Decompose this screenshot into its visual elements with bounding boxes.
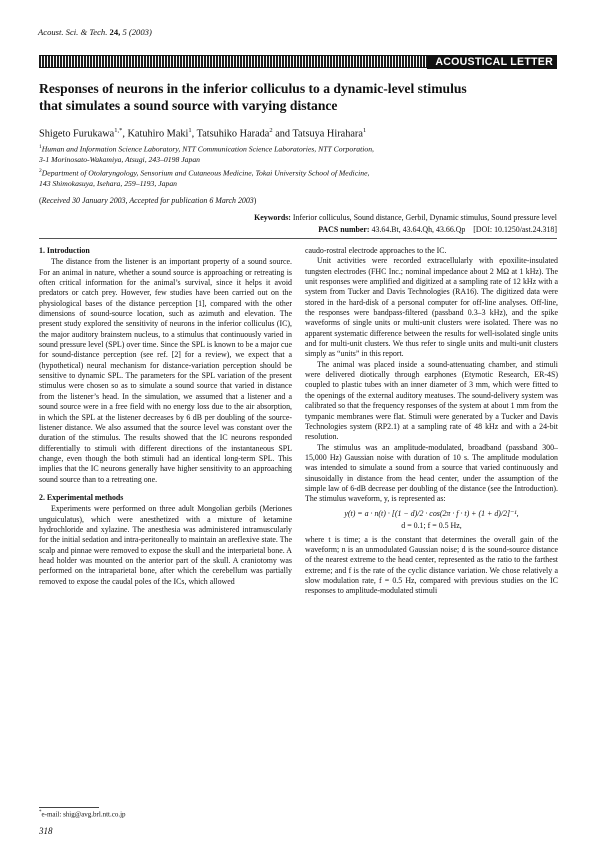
methods-paragraph-4: The stimulus was an amplitude-modulated, broadband (passband 300–15,000 Hz) Gaussian noise with duration of 10 s. The amplitude modulation was intended to simulate a sound from a source that varied continuously and sinusoidally in distance from the head center, under the assumption of the simple law of 6-dB decrease per doubling of the distance (see the Introduction). The stimulus waveform, y, is represented as:	[305, 442, 558, 504]
journal-issue: 5 (2003)	[122, 27, 152, 37]
intro-paragraph: The distance from the listener is an important property of a sound source. For an animal in nature, whether a sound source is approaching or retreating is often critical information for the animal’s survival, since it helps it avoid predators or catch prey. However, few studies have been carried out on the physiological bases of the distance perception [1], compared with the other dimensions of sound-source location, such as azimuth and elevation. The present study explored the sensitivity of neurons in the inferior colliculus (IC), the major auditory brainstem nucleus, to a stimulus that continuously varied in sound pressure level (SPL) over time. Since the SPL is known to be a major cue for sound-distance perception (see ref. [2] for a review), we expect that a (hypothetical) neural mechanism for distance-variation perception should be sensitive to dynamic SPL. The parameters for the SPL variation of the present stimulus were chosen so as to simulate a sound source that varied in distance from the listener’s head. In the simulation, we assumed that a listener and a sound source were in a free field with no energy loss due to the air absorption, in which the SPL at the listener decreases by 6 dB per doubling of the source-listener distance. We also assumed that the source level was constant over the duration of the stimulus. The results showed that the IC neurons responded differentially to stimuli with different directions of the instantaneous SPL change, even though the both stimuli had an identical long-term SPL. This implies that the IC neurons generally have higher sensitivity to an approaching sound source than to a retreating one.	[39, 257, 292, 484]
affiliation-2	[39, 166, 559, 189]
journal-name: Acoust. Sci. & Tech.	[38, 27, 108, 37]
banner-label: ACOUSTICAL LETTER	[427, 55, 557, 69]
author-3-sup: 2	[269, 127, 273, 134]
keywords-label: Keywords:	[254, 213, 291, 222]
received-close: )	[253, 196, 257, 205]
methods-paragraph-3: The animal was placed inside a sound-attenuating chamber, and stimuli were delivered diotically through earphones (Etymotic Research, ER-4S) coupled to plastic tubes with an inner diameter of 3 mm, which were fitted to the openings of the external auditory meatuses. The sound-delivery system was calibrated so that the frequency responses of the system at about 1 mm from the tympanic membranes were flat. Stimuli were generated by a Tucker and Davis Technologies system (RP2.1) at a sampling rate of 48 kHz and with a 24-bit resolution.	[305, 359, 558, 442]
pacs-text: 43.64.Bt, 43.64.Qh, 43.66.Qp	[371, 225, 466, 234]
author-4: and Tatsuya Hirahara	[272, 128, 363, 140]
received-text: Received 30 January 2003, Accepted for publication 6 March 2003	[41, 196, 254, 205]
author-1: Shigeto Furukawa	[39, 128, 115, 140]
header-divider	[39, 238, 557, 239]
footnote-mark: *	[39, 810, 42, 815]
journal-header	[38, 27, 152, 37]
section-2-heading: 2. Experimental methods	[39, 492, 124, 502]
left-column	[39, 246, 292, 818]
section-banner	[39, 55, 557, 68]
equation-line-2: d = 0.1; f = 0.5 Hz,	[401, 520, 462, 530]
journal-volume: 24,	[109, 27, 121, 37]
methods-paragraph-1-cont: caudo-rostral electrode approaches to the IC.	[305, 246, 447, 255]
equation-line-1: y(t) = a · n(t) · [(1 − d)/2 · cos(2π · f · t) + (1 + d)/2]⁻¹,	[344, 508, 519, 518]
section-1-heading: 1. Introduction	[39, 246, 90, 255]
pacs-line	[318, 225, 557, 234]
affiliation-1	[39, 142, 559, 165]
keywords-line	[254, 213, 557, 222]
affiliation-1-sup: 1	[39, 144, 42, 150]
pacs-label: PACS number:	[318, 225, 370, 234]
right-column	[305, 246, 558, 818]
author-2-sup: 1	[188, 127, 192, 134]
affiliation-2-line-2: 143 Shimokasuya, Isehara, 259–1193, Japan	[39, 178, 178, 188]
affiliation-2-line-1: Department of Otolaryngology, Sensorium and Cutaneous Medicine, Tokai University School of Medicine,	[41, 168, 370, 178]
author-2: , Katuhiro Maki	[122, 128, 189, 140]
footnote	[39, 810, 126, 818]
author-list	[39, 124, 559, 140]
footnote-email[interactable]: e-mail: shig@avg.brl.ntt.co.jp	[41, 810, 126, 819]
author-4-sup: 1	[362, 127, 367, 134]
title-line-2: that simulates a sound source with varying distance	[39, 97, 338, 113]
methods-paragraph-5: where t is time; a is the constant that determines the overall gain of the waveform; n is an unmodulated Gaussian noise; d is the sound-source distance of the nearest extreme to the head center, represented as the ratio to the farthest extreme; and f is the rate of the cyclic distance variation. We chose relatively a slow modulation rate, f = 0.5 Hz, compared with previous studies on the IC responses to amplitude-modulated stimuli	[305, 534, 558, 596]
methods-paragraph-1: Experiments were performed on three adult Mongolian gerbils (Meriones unguiculatus), which were anesthetized with a mixture of ketamine hydrochloride and xylazine. The anesthesia was administered intramuscularly for the initial sedation and intra-peritoneally to maintain an areflexive state. The scalp and pinnae were removed to expose the skull and the interparietal bone. A head holder was mounted on the anterior part of the skull. A craniotomy was performed on the intraparietal bone, after which the cerebellum was partially removed to expose the caudal poles of the ICs, which allowed	[39, 504, 292, 586]
page-number: 318	[39, 826, 53, 836]
article-title	[39, 81, 559, 114]
doi-link[interactable]: [DOI: 10.1250/ast.24.318]	[473, 225, 557, 234]
author-1-sup: 1,*	[114, 127, 123, 134]
stimulus-equation	[305, 508, 558, 532]
methods-paragraph-2: Unit activities were recorded extracellularly with epoxilite-insulated tungsten electrodes (FHC Inc.; nominal impedance about 2 MΩ at 1 kHz). The unit responses were amplified and digitized at a sampling rate of 12 kHz with a system from Tucker and Davis Technologies (RA16). The digitized data were stored in the hard-disk of a personal computer for off-line analyses. Off-line, the responses were bandpass-filtered (passband 0.3–3 kHz), and the spike waveforms of single units or multi-unit clusters were isolated. There was no apparent systematic difference between the results for well-isolated single units and for multi-unit clusters. We thus refer to single units and multi-unit clusters simply as “units” in this report.	[305, 256, 558, 359]
keywords-text: Inferior colliculus, Sound distance, Gerbil, Dynamic stimulus, Sound pressure level	[292, 213, 557, 222]
footnote-divider	[39, 807, 99, 808]
received-open: (	[39, 196, 42, 205]
affiliation-1-line-1: Human and Information Science Laboratory, NTT Communication Science Laboratories, NTT Corporation,	[41, 144, 374, 154]
affiliation-1-line-2: 3-1 Morinosato-Wakamiya, Atsugi, 243–0198 Japan	[39, 154, 201, 164]
received-dates	[39, 196, 256, 205]
affiliation-2-sup: 2	[39, 168, 42, 174]
author-3: , Tatsuhiko Harada	[191, 128, 270, 140]
title-line-1: Responses of neurons in the inferior colliculus to a dynamic-level stimulus	[39, 81, 467, 96]
